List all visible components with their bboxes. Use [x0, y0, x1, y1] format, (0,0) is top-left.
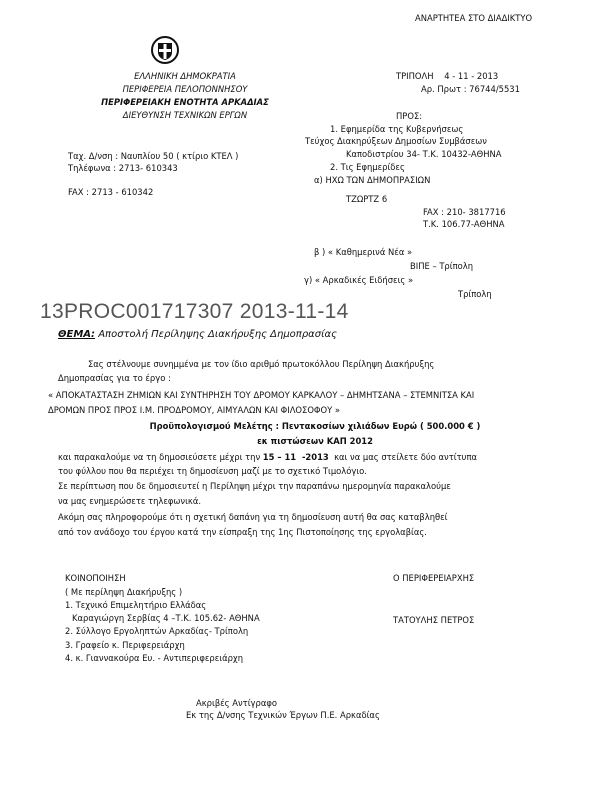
recipient-1: 1. Εφημερίδα της Κυβερνήσεως — [330, 124, 464, 134]
body-line-2: του φύλλου που θα περιέχει τη δημοσίευση μαζί με το σχετικό Τιμολόγιο. — [58, 466, 367, 476]
cc-item-2: 2. Σύλλογο Εργοληπτών Αρκαδίας- Τρίπολη — [65, 626, 249, 636]
body-line-4: να μας ενημερώσετε τηλεφωνικά. — [58, 496, 202, 506]
subject-line — [58, 329, 337, 340]
body-line-1b: και να μας στείλετε δύο αντίτυπα — [328, 452, 478, 462]
cc-item-3: 3. Γραφείο κ. Περιφερειάρχη — [65, 640, 185, 650]
body-line-6: από τον ανάδοχο του έργου κατά την είσπραξη της 1ης Πιστοποίησης της εργολαβίας. — [58, 527, 427, 537]
sender-line-1: ΕΛΛΗΝΙΚΗ ΔΗΜΟΚΡΑΤΙΑ — [134, 71, 236, 81]
subject-text: Αποστολή Περίληψης Διακήρυξης Δημοπρασίας — [95, 329, 337, 340]
sender-phone: Τηλέφωνα : 2713- 610343 — [68, 163, 178, 173]
greek-emblem-icon — [150, 35, 180, 65]
recipient-2a-fax: FAX : 210- 3817716 — [423, 207, 506, 217]
sender-address: Ταχ. Δ/νση : Ναυπλίου 50 ( κτίριο ΚΤΕΛ ) — [68, 151, 239, 161]
signatory-name: ΤΑΤΟΥΛΗΣ ΠΕΤΡΟΣ — [393, 615, 475, 625]
sender-line-3: ΠΕΡΙΦΕΡΕΙΑΚΗ ΕΝΟΤΗΤΑ ΑΡΚΑΔΙΑΣ — [101, 97, 269, 107]
body-intro-1: Σας στέλνουμε συνημμένα με τον ίδιο αριθμό πρωτοκόλλου Περίληψη Διακήρυξης — [88, 359, 435, 369]
cc-item-1-address: Καραγιώργη Σερβίας 4 –Τ.Κ. 105.62- ΑΘΗΝΑ — [72, 613, 260, 623]
project-title-2: ΔΡΟΜΩΝ ΠΡΟΣ ΠΡΟΣ Ι.Μ. ΠΡΟΔΡΟΜΟΥ, ΑΙΜΥΑΛΩΝ ΚΑΙ ΦΙΛΟΣΟΦΟΥ » — [48, 405, 340, 415]
cc-item-1: 1. Τεχνικό Επιμελητήριο Ελλάδας — [65, 600, 207, 610]
recipient-2c: γ) « Αρκαδικές Ειδήσεις » — [304, 275, 414, 285]
recipient-2a: α) ΗΧΩ ΤΩΝ ΔΗΜΟΠΡΑΣΙΩΝ — [314, 175, 431, 185]
signatory-title: Ο ΠΕΡΙΦΕΡΕΙΑΡΧΗΣ — [393, 573, 475, 583]
project-credit: εκ πιστώσεων ΚΑΠ 2012 — [257, 436, 373, 446]
document-date: ΤΡΙΠΟΛΗ 4 - 11 - 2013 — [396, 71, 499, 81]
project-budget: Προϋπολογισμού Μελέτης : Πεντακοσίων χιλιάδων Ευρώ ( 500.000 € ) — [149, 421, 481, 431]
watermark-stamp: 13PROC001717307 2013-11-14 — [40, 300, 349, 323]
cc-item-4: 4. κ. Γιαννακούρα Ευ. - Αντιπεριφερειάρχη — [65, 653, 244, 663]
body-intro-2: Δημοπρασίας για το έργο : — [58, 373, 171, 383]
posting-note: ΑΝΑΡΤΗΤΕΑ ΣΤΟ ΔΙΑΔΙΚΤΥΟ — [415, 13, 533, 23]
project-title-1: « ΑΠΟΚΑΤΑΣΤΑΣΗ ΖΗΜΙΩΝ ΚΑΙ ΣΥΝΤΗΡΗΣΗ ΤΟΥ ΔΡΟΜΟΥ ΚΑΡΚΑΛΟΥ – ΔΗΜΗΤΣΑΝΑ – ΣΤΕΜΝΙΤΣΑ ΚΑΙ — [48, 390, 475, 400]
cc-title: ΚΟΙΝΟΠΟΙΗΣΗ — [65, 573, 126, 583]
recipient-2c-city: Τρίπολη — [458, 289, 492, 299]
recipient-2b-city: ΒΙΠΕ – Τρίπολη — [410, 261, 474, 271]
protocol-number: Αρ. Πρωτ : 76744/5531 — [421, 84, 520, 94]
recipient-2a-postcode: Τ.Κ. 106.77-ΑΘΗΝΑ — [423, 219, 505, 229]
cc-note: ( Με περίληψη Διακήρυξης ) — [65, 587, 183, 597]
sender-line-2: ΠΕΡΙΦΕΡΕΙΑ ΠΕΛΟΠΟΝΝΗΣΟΥ — [122, 84, 248, 94]
body-line-5: Ακόμη σας πληροφορούμε ότι η σχετική δαπάνη για τη δημοσίευση αυτή θα σας καταβληθεί — [58, 512, 448, 522]
body-line-1 — [58, 452, 477, 463]
sender-line-4: ΔΙΕΥΘΥΝΣΗ ΤΕΧΝΙΚΩΝ ΕΡΓΩΝ — [122, 110, 248, 120]
recipient-1-line-3: Καποδιστρίου 34- Τ.Κ. 10432-ΑΘΗΝΑ — [346, 149, 502, 159]
body-line-3: Σε περίπτωση που δε δημοσιευτεί η Περίληψη μέχρι την παραπάνω ημερομηνία παρακαλούμε — [58, 481, 451, 491]
body-line-1a: και παρακαλούμε να τη δημοσιεύσετε μέχρι την — [58, 452, 263, 462]
recipient-2: 2. Τις Εφημερίδες — [330, 162, 405, 172]
true-copy-label: Ακριβές Αντίγραφο — [196, 698, 277, 708]
sender-fax: FAX : 2713 - 610342 — [68, 187, 154, 197]
recipient-1-line-2: Τεύχος Διακηρύξεων Δημοσίων Συμβάσεων — [305, 136, 487, 146]
subject-label: ΘΕΜΑ: — [58, 329, 96, 340]
true-copy-issuer: Εκ της Δ/νσης Τεχνικών Έργων Π.Ε. Αρκαδίας — [186, 710, 380, 720]
recipient-2a-address: ΤΖΩΡΤΖ 6 — [346, 194, 388, 204]
publication-deadline: 15 – 11 -2013 — [262, 452, 329, 462]
recipient-2b: β ) « Καθημερινά Νέα » — [314, 247, 413, 257]
recipients-label: ΠΡΟΣ: — [396, 111, 423, 121]
